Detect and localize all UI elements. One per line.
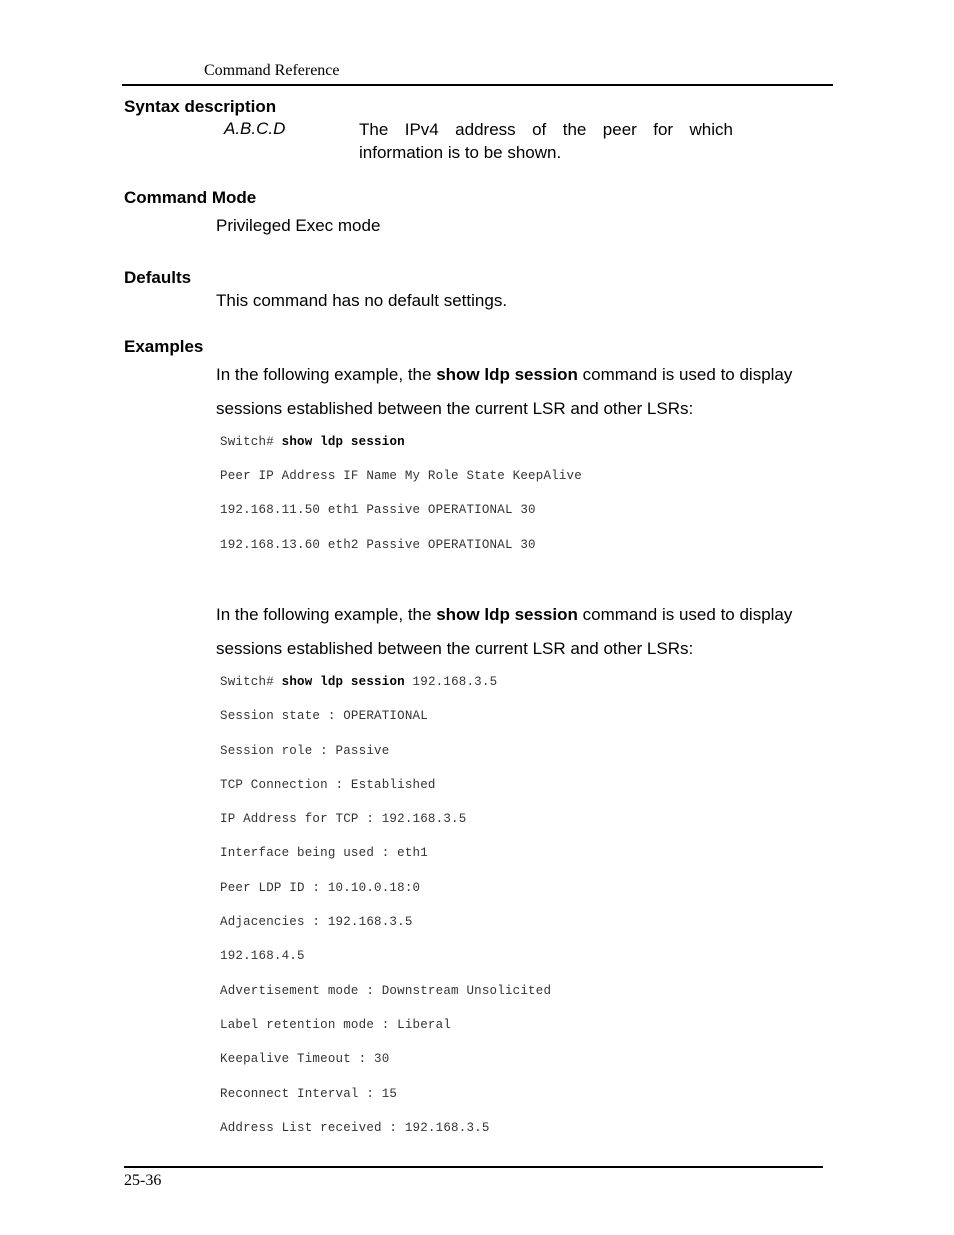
- example1-intro-post: command is used to display: [577, 365, 793, 384]
- footer-rule: [124, 1166, 823, 1168]
- defaults-text: This command has no default settings.: [216, 291, 508, 310]
- example2-intro-command: show ldp session: [436, 605, 578, 624]
- example1-command: show ldp session: [281, 435, 405, 449]
- example2-command: show ldp session: [281, 675, 405, 689]
- example1-intro-line1: [216, 365, 792, 385]
- example2-output-line: Session state : OPERATIONAL: [220, 709, 428, 723]
- example2-intro-post: command is used to display: [577, 605, 793, 624]
- example1-output-line: Peer IP Address IF Name My Role State KeepAlive: [220, 469, 582, 483]
- example2-output-line: TCP Connection : Established: [220, 778, 436, 792]
- example1-output-line: 192.168.11.50 eth1 Passive OPERATIONAL 30: [220, 503, 536, 517]
- example1-intro-line2: sessions established between the current LSR and other LSRs:: [216, 399, 694, 418]
- example2-output-line: Keepalive Timeout : 30: [220, 1052, 390, 1066]
- command-mode-text: Privileged Exec mode: [216, 216, 381, 235]
- example2-output-line: Adjacencies : 192.168.3.5: [220, 915, 413, 929]
- examples-heading: Examples: [124, 337, 204, 356]
- example2-output-line: 192.168.4.5: [220, 949, 305, 963]
- example2-output-line: Peer LDP ID : 10.10.0.18:0: [220, 881, 421, 895]
- example1-output-line: 192.168.13.60 eth2 Passive OPERATIONAL 30: [220, 538, 536, 552]
- example1-command-line: [220, 435, 405, 449]
- example2-args: 192.168.3.5: [404, 675, 498, 689]
- header-rule: [122, 84, 833, 86]
- example1-prompt: Switch#: [220, 435, 282, 449]
- example2-output-line: Reconnect Interval : 15: [220, 1087, 398, 1101]
- example1-intro-pre: In the following example, the: [216, 365, 437, 384]
- example1-intro-command: show ldp session: [436, 365, 578, 384]
- example2-output-line: Session role : Passive: [220, 744, 390, 758]
- param-description: [359, 118, 733, 164]
- example2-output-line: Advertisement mode : Downstream Unsolicited: [220, 984, 552, 998]
- param-desc-line2: information is to be shown.: [359, 143, 562, 162]
- running-header: Command Reference: [204, 62, 340, 79]
- example2-intro-line1: [216, 605, 792, 625]
- example2-intro-line2: sessions established between the current LSR and other LSRs:: [216, 639, 694, 658]
- example2-prompt: Switch#: [220, 675, 282, 689]
- example2-output-line: Interface being used : eth1: [220, 846, 428, 860]
- syntax-heading: Syntax description: [124, 97, 277, 116]
- example2-output-line: Label retention mode : Liberal: [220, 1018, 452, 1032]
- example2-output-line: IP Address for TCP : 192.168.3.5: [220, 812, 467, 826]
- example2-output-line: Address List received : 192.168.3.5: [220, 1121, 490, 1135]
- example2-intro-pre: In the following example, the: [216, 605, 437, 624]
- page-number: 25-36: [124, 1172, 162, 1189]
- command-mode-heading: Command Mode: [124, 188, 257, 207]
- param-name: A.B.C.D: [224, 119, 286, 138]
- example2-command-line: [220, 675, 497, 689]
- param-desc-line1: The IPv4 address of the peer for which: [359, 120, 733, 139]
- defaults-heading: Defaults: [124, 268, 192, 287]
